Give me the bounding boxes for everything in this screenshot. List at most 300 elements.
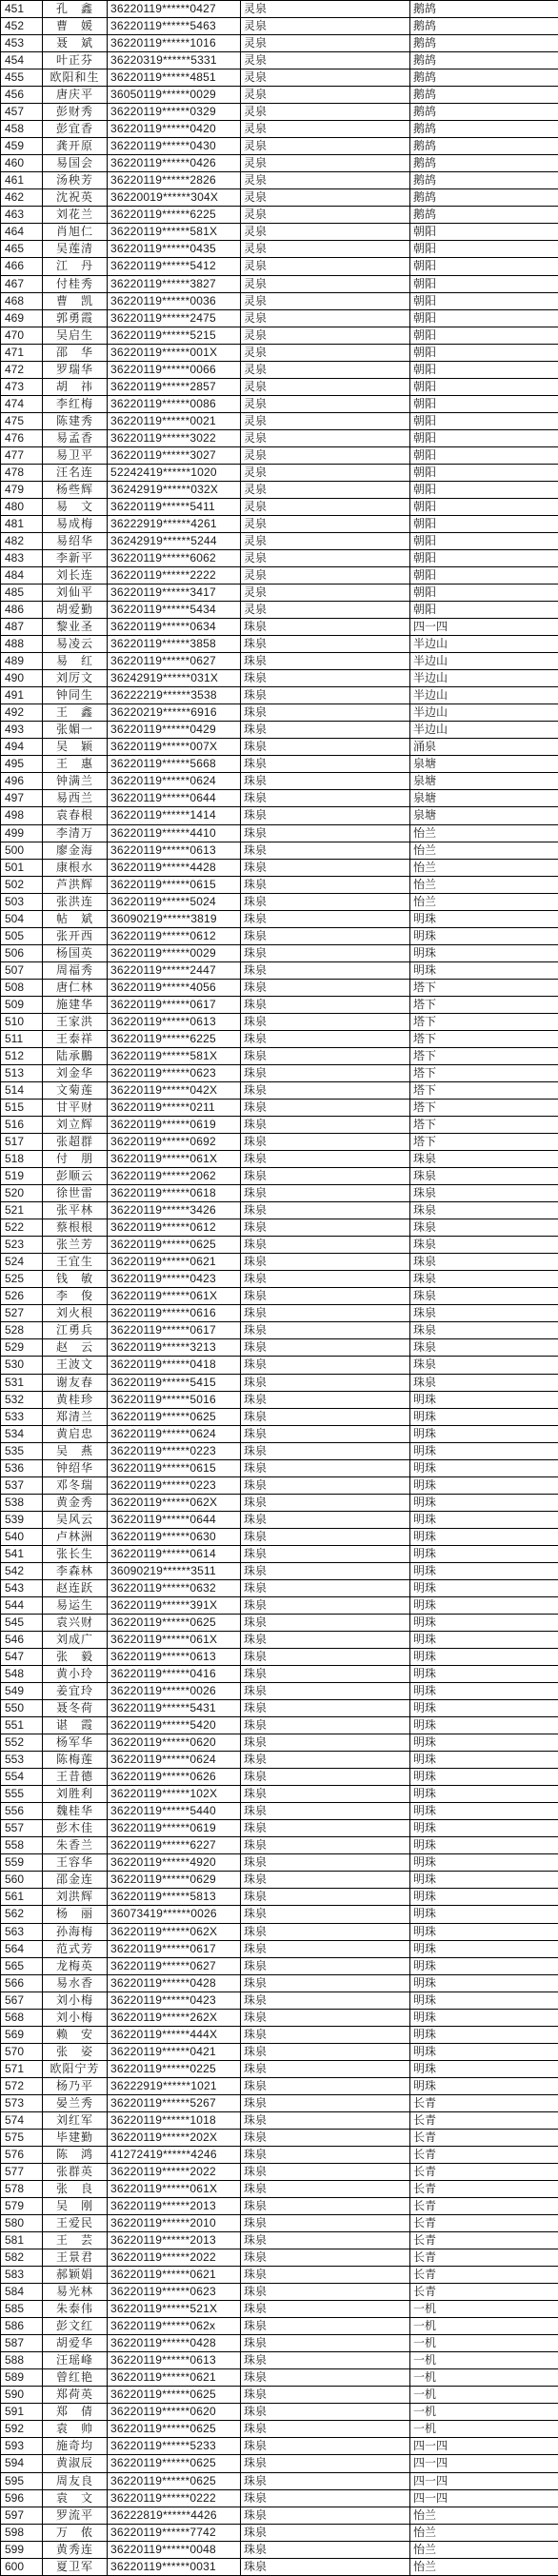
name-cell: 王 惠 [43,756,108,773]
table-row [1,2489,558,2507]
town-cell: 灵泉 [241,189,410,207]
town-cell: 珠泉 [241,1494,410,1511]
id-number-cell: 36220119******3417 [108,585,241,602]
village-cell: 明珠 [410,1717,558,1734]
id-number-cell: 36220119******262X [108,2009,241,2026]
town-cell: 珠泉 [241,1596,410,1614]
name-cell: 袁兴财 [43,1614,108,1631]
name-cell: 沈祝英 [43,189,108,207]
town-cell: 珠泉 [241,2524,410,2541]
town-cell: 珠泉 [241,1459,410,1476]
id-number-cell: 36220119******2010 [108,2215,241,2232]
id-number-cell: 36220119******6225 [108,1030,241,1047]
table-row [1,309,558,327]
table-row [1,619,558,636]
town-cell: 灵泉 [241,532,410,549]
name-cell: 孔 鑫 [43,1,108,18]
name-cell: 欧阳和生 [43,69,108,87]
village-cell: 明珠 [410,2026,558,2043]
village-cell: 明珠 [410,1391,558,1408]
town-cell: 灵泉 [241,498,410,515]
town-cell: 珠泉 [241,2541,410,2558]
village-cell: 塔下 [410,1117,558,1134]
town-cell: 珠泉 [241,893,410,910]
name-cell: 王波文 [43,1357,108,1374]
name-cell: 曾红艳 [43,2369,108,2387]
row-number-cell: 509 [1,996,43,1013]
id-number-cell: 36220119******0225 [108,2060,241,2077]
town-cell: 珠泉 [241,1957,410,1974]
town-cell: 珠泉 [241,1237,410,1254]
village-cell: 明珠 [410,1459,558,1476]
table-row [1,104,558,121]
row-number-cell: 584 [1,2284,43,2301]
village-cell: 长青 [410,2180,558,2197]
id-number-cell: 36220119******061X [108,2180,241,2197]
table-row [1,2369,558,2387]
table-row [1,739,558,756]
row-number-cell: 556 [1,1803,43,1820]
town-cell: 珠泉 [241,1374,410,1391]
id-number-cell: 36220119******0615 [108,876,241,893]
town-cell: 珠泉 [241,1202,410,1219]
town-cell: 灵泉 [241,481,410,498]
name-cell: 王泰祥 [43,1030,108,1047]
village-cell: 泉塘 [410,790,558,807]
table-row [1,1545,558,1562]
row-number-cell: 532 [1,1391,43,1408]
village-cell: 明珠 [410,961,558,979]
village-cell: 塔下 [410,1134,558,1151]
town-cell: 灵泉 [241,585,410,602]
village-cell: 朝阳 [410,585,558,602]
table-row [1,344,558,361]
id-number-cell: 36220119******0613 [108,842,241,859]
village-cell: 长青 [410,2129,558,2146]
row-number-cell: 579 [1,2198,43,2215]
town-cell: 珠泉 [241,1030,410,1047]
id-number-cell: 36220119******0615 [108,1459,241,1476]
name-cell: 汪瑶峰 [43,2352,108,2369]
id-number-cell: 36220119******0624 [108,1425,241,1442]
id-number-cell: 36220119******0625 [108,2472,241,2489]
row-number-cell: 575 [1,2129,43,2146]
table-row [1,2146,558,2163]
town-cell: 珠泉 [241,1752,410,1769]
id-number-cell: 36220119******5016 [108,1391,241,1408]
town-cell: 珠泉 [241,2060,410,2077]
village-cell: 明珠 [410,927,558,944]
row-number-cell: 534 [1,1425,43,1442]
town-cell: 珠泉 [241,1322,410,1339]
row-number-cell: 591 [1,2404,43,2421]
town-cell: 珠泉 [241,2111,410,2129]
name-cell: 易成梅 [43,515,108,532]
row-number-cell: 519 [1,1168,43,1185]
table-row [1,2472,558,2489]
name-cell: 王爱民 [43,2215,108,2232]
row-number-cell: 542 [1,1562,43,1579]
table-row [1,241,558,258]
table-row [1,2335,558,2352]
town-cell: 珠泉 [241,1666,410,1683]
id-number-cell: 36220119******0418 [108,1357,241,1374]
id-number-cell: 36220119******5431 [108,1700,241,1717]
town-cell: 珠泉 [241,1631,410,1648]
name-cell: 姜宜玲 [43,1683,108,1700]
row-number-cell: 463 [1,207,43,224]
town-cell: 珠泉 [241,2249,410,2267]
village-cell: 明珠 [410,1596,558,1614]
village-cell: 珠泉 [410,1185,558,1202]
row-number-cell: 518 [1,1151,43,1168]
name-cell: 黄启忠 [43,1425,108,1442]
id-number-cell: 36220219******6916 [108,704,241,722]
id-number-cell: 36220119******0620 [108,1734,241,1752]
table-row [1,1683,558,1700]
row-number-cell: 496 [1,773,43,790]
row-number-cell: 468 [1,292,43,309]
village-cell: 涌泉 [410,739,558,756]
table-row [1,1219,558,1237]
row-number-cell: 522 [1,1219,43,1237]
name-cell: 彭财秀 [43,104,108,121]
id-number-cell: 36220119******3213 [108,1339,241,1357]
row-number-cell: 568 [1,2009,43,2026]
table-row [1,1476,558,1494]
name-cell: 黎业圣 [43,619,108,636]
row-number-cell: 499 [1,824,43,842]
village-cell: 朝阳 [410,224,558,241]
name-cell: 吴启生 [43,327,108,344]
row-number-cell: 566 [1,1974,43,1991]
row-number-cell: 517 [1,1134,43,1151]
town-cell: 珠泉 [241,2489,410,2507]
town-cell: 珠泉 [241,1391,410,1408]
town-cell: 灵泉 [241,241,410,258]
town-cell: 珠泉 [241,1545,410,1562]
table-row [1,1700,558,1717]
village-cell: 长青 [410,2267,558,2284]
row-number-cell: 479 [1,481,43,498]
id-number-cell: 36220119******0644 [108,790,241,807]
name-cell: 杨乃平 [43,2077,108,2094]
row-number-cell: 554 [1,1769,43,1786]
row-number-cell: 503 [1,893,43,910]
town-cell: 珠泉 [241,996,410,1013]
id-number-cell: 36220119******0429 [108,722,241,739]
village-cell: 半边山 [410,670,558,687]
village-cell: 明珠 [410,1666,558,1683]
row-number-cell: 585 [1,2301,43,2318]
row-number-cell: 456 [1,87,43,104]
row-number-cell: 594 [1,2455,43,2472]
village-cell: 朝阳 [410,309,558,327]
name-cell: 郝颖娟 [43,2267,108,2284]
table-row [1,121,558,138]
village-cell: 珠泉 [410,1339,558,1357]
town-cell: 珠泉 [241,807,410,824]
village-cell: 塔下 [410,996,558,1013]
id-number-cell: 36220119******0427 [108,1,241,18]
row-number-cell: 547 [1,1649,43,1666]
id-number-cell: 36220119******391X [108,1596,241,1614]
id-number-cell: 36220119******4851 [108,69,241,87]
row-number-cell: 590 [1,2387,43,2404]
village-cell: 朝阳 [410,361,558,378]
row-number-cell: 513 [1,1064,43,1081]
name-cell: 陈梅莲 [43,1752,108,1769]
village-cell: 鹅鸪 [410,155,558,172]
town-cell: 珠泉 [241,927,410,944]
village-cell: 朝阳 [410,464,558,481]
row-number-cell: 582 [1,2249,43,2267]
row-number-cell: 587 [1,2335,43,2352]
village-cell: 塔下 [410,1030,558,1047]
id-number-cell: 36220119******0623 [108,2284,241,2301]
id-number-cell: 36220119******5420 [108,1717,241,1734]
row-number-cell: 595 [1,2472,43,2489]
name-cell: 彭木佳 [43,1820,108,1837]
name-cell: 赖 安 [43,2026,108,2043]
name-cell: 黄小玲 [43,1666,108,1683]
name-cell: 袁春根 [43,807,108,824]
town-cell: 珠泉 [241,1081,410,1099]
village-cell: 珠泉 [410,1305,558,1322]
village-cell: 明珠 [410,2060,558,2077]
town-cell: 珠泉 [241,2094,410,2111]
table-row [1,670,558,687]
town-cell: 珠泉 [241,722,410,739]
table-row [1,498,558,515]
village-cell: 明珠 [410,1940,558,1957]
village-cell: 四一四 [410,2489,558,2507]
table-row [1,1769,558,1786]
town-cell: 珠泉 [241,1271,410,1288]
town-cell: 珠泉 [241,1117,410,1134]
table-row [1,532,558,549]
table-row [1,446,558,464]
table-row [1,1991,558,2009]
row-number-cell: 597 [1,2507,43,2524]
village-cell: 珠泉 [410,1168,558,1185]
name-cell: 邓冬瑞 [43,1476,108,1494]
row-number-cell: 546 [1,1631,43,1648]
row-number-cell: 531 [1,1374,43,1391]
name-cell: 张 良 [43,2180,108,2197]
id-number-cell: 36220119******0625 [108,1408,241,1425]
table-row [1,1614,558,1631]
row-number-cell: 565 [1,1957,43,1974]
table-row [1,961,558,979]
town-cell: 珠泉 [241,876,410,893]
id-number-cell: 36220119******0621 [108,2369,241,2387]
village-cell: 鹅鸪 [410,18,558,35]
table-row [1,2129,558,2146]
table-row [1,1631,558,1648]
table-row [1,1734,558,1752]
name-cell: 龙梅英 [43,1957,108,1974]
row-number-cell: 487 [1,619,43,636]
id-number-cell: 36220119******5813 [108,1889,241,1906]
id-number-cell: 36220119******202X [108,2129,241,2146]
row-number-cell: 580 [1,2215,43,2232]
town-cell: 珠泉 [241,2180,410,2197]
name-cell: 罗瑞华 [43,361,108,378]
name-cell: 魏桂华 [43,1803,108,1820]
table-row [1,515,558,532]
row-number-cell: 474 [1,395,43,412]
id-number-cell: 36220119******0614 [108,1545,241,1562]
village-cell: 朝阳 [410,258,558,275]
id-number-cell: 36220119******0620 [108,2404,241,2421]
table-row [1,1494,558,1511]
id-number-cell: 36220119******3827 [108,275,241,292]
id-number-cell: 36220119******062X [108,1923,241,1940]
id-number-cell: 36220119******0428 [108,2335,241,2352]
table-body [1,1,558,2576]
id-number-cell: 36220119******2447 [108,961,241,979]
table-row [1,1081,558,1099]
name-cell: 易 文 [43,498,108,515]
id-number-cell: 36220119******4056 [108,979,241,996]
town-cell: 珠泉 [241,2267,410,2284]
name-cell: 张群英 [43,2163,108,2180]
name-cell: 张媚一 [43,722,108,739]
village-cell: 朝阳 [410,498,558,515]
name-cell: 易孟香 [43,429,108,446]
name-cell: 杨些辉 [43,481,108,498]
village-cell: 珠泉 [410,1271,558,1288]
name-cell: 杨国英 [43,944,108,961]
row-number-cell: 553 [1,1752,43,1769]
town-cell: 灵泉 [241,69,410,87]
village-cell: 塔下 [410,1047,558,1064]
name-cell: 吴 颖 [43,739,108,756]
id-number-cell: 36220119******521X [108,2301,241,2318]
name-cell: 欧阳宁芳 [43,2060,108,2077]
village-cell: 珠泉 [410,1237,558,1254]
town-cell: 珠泉 [241,1408,410,1425]
id-number-cell: 36220119******0423 [108,1271,241,1288]
village-cell: 明珠 [410,1562,558,1579]
id-number-cell: 36220119******0026 [108,1683,241,1700]
table-row [1,1442,558,1459]
town-cell: 灵泉 [241,52,410,69]
table-row [1,395,558,412]
name-cell: 曹 媛 [43,18,108,35]
table-row [1,464,558,481]
town-cell: 灵泉 [241,121,410,138]
id-number-cell: 36220119******5668 [108,756,241,773]
village-cell: 一机 [410,2335,558,2352]
name-cell: 朱香兰 [43,1837,108,1854]
town-cell: 珠泉 [241,1442,410,1459]
table-row [1,1923,558,1940]
name-cell: 文菊莲 [43,1081,108,1099]
village-cell: 鹅鸪 [410,52,558,69]
name-cell: 谢友春 [43,1374,108,1391]
id-number-cell: 36220119******0634 [108,619,241,636]
name-cell: 李红梅 [43,395,108,412]
town-cell: 灵泉 [241,104,410,121]
village-cell: 明珠 [410,1511,558,1528]
id-number-cell: 41272419******4246 [108,2146,241,2163]
id-number-cell: 36220119******5215 [108,327,241,344]
village-cell: 明珠 [410,1476,558,1494]
village-cell: 明珠 [410,1734,558,1752]
table-row [1,207,558,224]
table-row [1,2180,558,2197]
table-row [1,1237,558,1254]
village-cell: 长青 [410,2249,558,2267]
row-number-cell: 576 [1,2146,43,2163]
name-cell: 彭文红 [43,2318,108,2335]
name-cell: 周友良 [43,2472,108,2489]
name-cell: 施奇均 [43,2438,108,2455]
id-number-cell: 36220119******2222 [108,567,241,585]
village-cell: 明珠 [410,1786,558,1803]
row-number-cell: 504 [1,910,43,927]
table-row [1,2009,558,2026]
name-cell: 刘小梅 [43,2009,108,2026]
name-cell: 郭勇霞 [43,309,108,327]
name-cell: 杨军华 [43,1734,108,1752]
row-number-cell: 457 [1,104,43,121]
table-row [1,1030,558,1047]
town-cell: 珠泉 [241,859,410,876]
name-cell: 张超群 [43,1134,108,1151]
row-number-cell: 552 [1,1734,43,1752]
table-row [1,1374,558,1391]
table-row [1,327,558,344]
village-cell: 明珠 [410,1425,558,1442]
row-number-cell: 541 [1,1545,43,1562]
name-cell: 刘胜利 [43,1786,108,1803]
village-cell: 朝阳 [410,481,558,498]
table-row [1,2352,558,2369]
town-cell: 珠泉 [241,2043,410,2060]
name-cell: 王 鑫 [43,704,108,722]
town-cell: 珠泉 [241,756,410,773]
village-cell: 一机 [410,2404,558,2421]
row-number-cell: 549 [1,1683,43,1700]
name-cell: 曹 凯 [43,292,108,309]
row-number-cell: 458 [1,121,43,138]
town-cell: 珠泉 [241,2507,410,2524]
id-number-cell: 36220119******0692 [108,1134,241,1151]
village-cell: 朝阳 [410,550,558,567]
id-number-cell: 36220119******0031 [108,2558,241,2575]
village-cell: 朝阳 [410,241,558,258]
table-row [1,292,558,309]
name-cell: 刘小梅 [43,1991,108,2009]
id-number-cell: 36220119******0613 [108,1649,241,1666]
id-number-cell: 36220119******6225 [108,207,241,224]
table-row [1,602,558,619]
row-number-cell: 489 [1,653,43,670]
table-row [1,1322,558,1339]
name-cell: 张平林 [43,1202,108,1219]
row-number-cell: 472 [1,361,43,378]
town-cell: 灵泉 [241,18,410,35]
row-number-cell: 540 [1,1528,43,1545]
table-row [1,429,558,446]
village-cell: 明珠 [410,2009,558,2026]
name-cell: 蔡根根 [43,1219,108,1237]
village-cell: 四一四 [410,619,558,636]
town-cell: 珠泉 [241,2387,410,2404]
